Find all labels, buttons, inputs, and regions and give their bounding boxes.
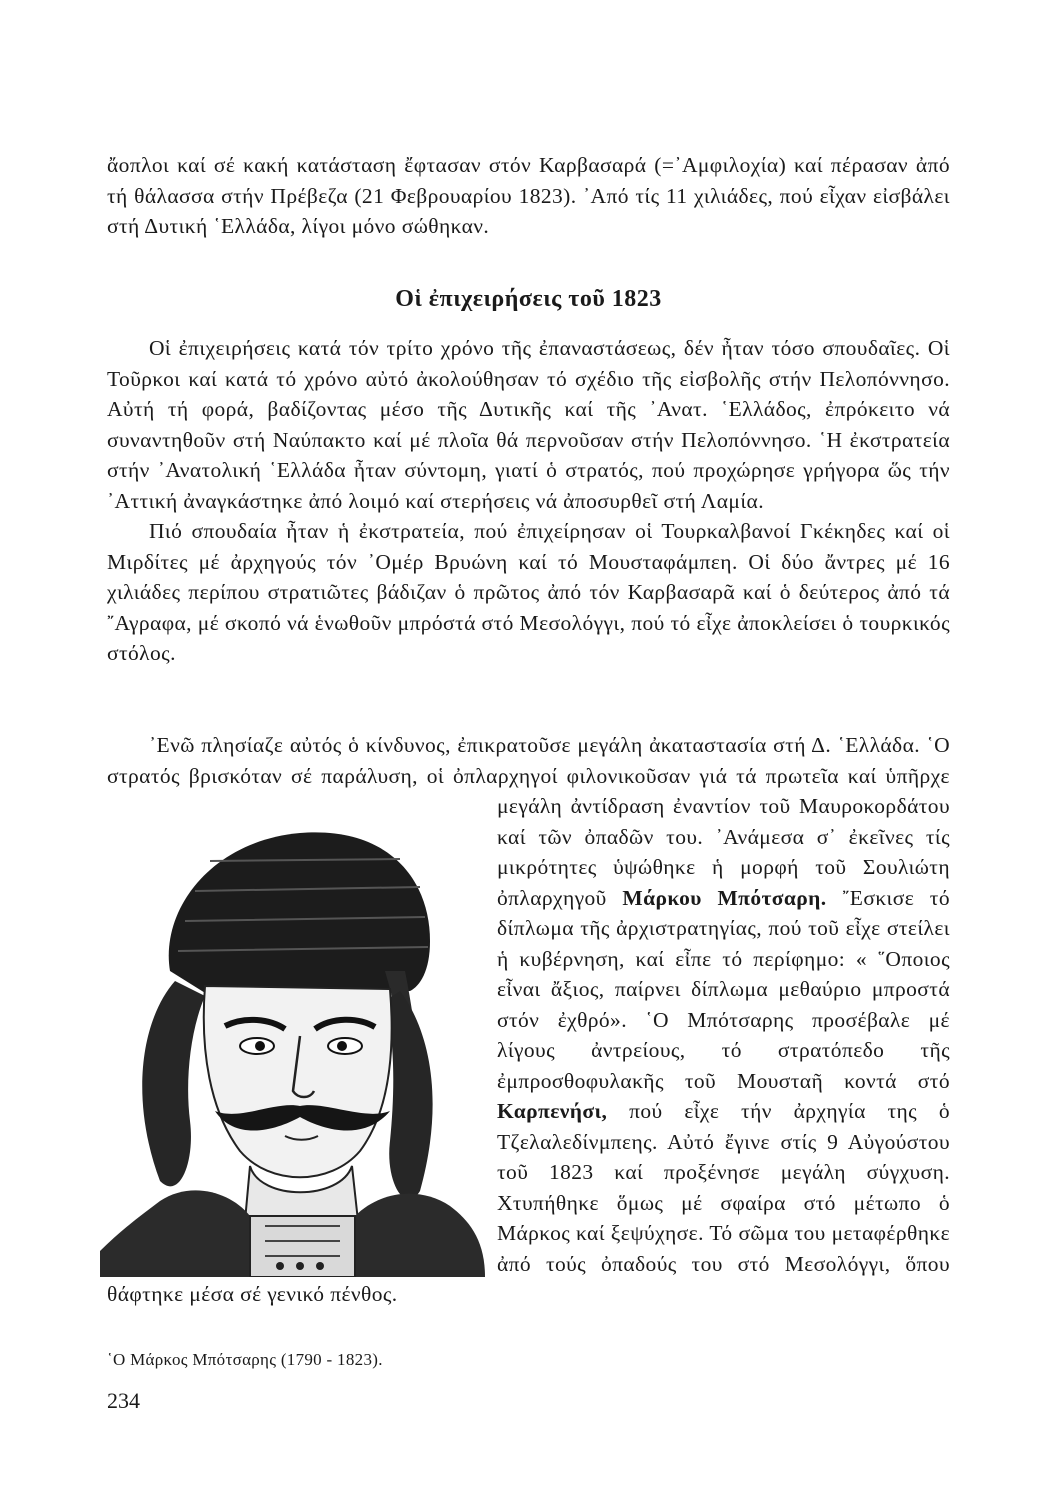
- intro-paragraph: ἄοπλοι καί σέ κακή κατάσταση ἔφτασαν στόν Καρβασαρά (=᾿Αμφιλοχία) καί πέρασαν ἀπό τή θάλασσα στήν Πρέβεζα (21 Φεβρουαρίου 1823). ᾿Από τίς 11 χιλιάδες, πού εἶχαν εἰσβάλει στή Δυτική ῾Ελλάδα, λίγοι μόνο σώθηκαν.: [107, 153, 950, 238]
- paragraph-2: Πιό σπουδαία ἦταν ἡ ἐκστρατεία, πού ἐπιχείρησαν οἱ Τουρκαλβανοί Γκέκηδες καί οἱ Μιρδίτες μέ ἀρχηγούς τόν ᾿Ομέρ Βρυώνη καί τό Μουσταφάμπεη. Οἱ δύο ἄντρες μέ 16 χιλιάδες περίπου στρατιῶτες βάδιζαν ὁ πρῶτος ἀπό τόν Καρβασαρᾶ καί ὁ δεύτερος ἀπό τά ῎Αγραφα, μέ σκοπό νά ἑνωθοῦν μπρόστά στό Μεσολόγγι, πού τό εἶχε ἀποκλείσει ὁ τουρκικός στόλος.: [107, 519, 950, 665]
- paragraph-3-end: πού εἶχε τήν ἀρχηγία της ὁ Τζελαλεδίνμπεης. Αὐτό ἔγινε στίς 9 Αὐγούστου τοῦ 1823 καί προξένησε μεγάλη σύγχυση. Χτυπήθηκε ὅμως μέ σφαίρα στό μέτωπο ὁ Μάρκος καί ξεψύχησε. Τό σῶμα του μεταφέρθηκε ἀπό τούς ὀπαδούς του στό Μεσολόγγι, ὅπου θάφτηκε μέσα σέ γενικό πένθος.: [107, 1099, 950, 1306]
- wrapped-text-block: [107, 730, 950, 1310]
- paragraph-3-middle: ῎Εσκισε τό δίπλωμα τῆς ἀρχιστρατηγίας, πού τοῦ εἶχε στείλει ἡ κυβέρνηση, καί εἶπε τό περίφημο: « ῞Οποιος εἶναι ἄξιος, παίρνει δίπλωμα μεθαύριο μπροστά στόν ἐχθρό». ῾Ο Μπότσαρης προσέβαλε μέ λίγους ἀντρείους, τό στρατόπεδο τῆς ἐμπροσθοφυλακῆς τοῦ Μουσταῆ κοντά στό: [497, 885, 950, 1093]
- bold-name-karpenisi: Καρπενήσι,: [497, 1099, 608, 1123]
- page-number: 234: [107, 1388, 140, 1413]
- portrait-caption: ῾Ο Μάρκος Μπότσαρης (1790 - 1823).: [107, 1350, 383, 1369]
- bold-name-botsaris: Μάρκου Μπότσαρη.: [622, 885, 827, 910]
- section-heading: Οἱ ἐπιχειρήσεις τοῦ 1823: [395, 286, 662, 312]
- paragraph-1: Οἱ ἐπιχειρήσεις κατά τόν τρίτο χρόνο τῆς ἐπαναστάσεως, δέν ἦταν τόσο σπουδαῖες. Οἱ Τοῦρκοι καί κατά τό χρόνο αὐτό ἀκολούθησαν τό σχέδιο τῆς εἰσβολῆς στήν Πελοπόννησο. Αὐτή τή φορά, βαδίζοντας μέσο τῆς Δυτικῆς καί τῆς ᾿Ανατ. ῾Ελλάδος, ἐπρόκειτο νά συναντηθοῦν στή Ναύπακτο καί μέ πλοῖα θά περνοῦσαν στήν Πελοπόννησο. ῾Η ἐκστρατεία στήν ᾿Ανατολική ῾Ελλάδα ἦταν σύντομη, γιατί ὁ στρατός, πού προχώρησε γρήγορα ὥς τήν ᾿Αττική ἀναγκάστηκε ἀπό λοιμό καί στερήσεις νά ἀποσυρθεῖ στή Λαμία.: [107, 336, 950, 513]
- paragraph-3-intro: ᾿Ενῶ πλησίαζε αὐτός ὁ κίνδυνος, ἐπικρατοῦσε μεγάλη ἀκαταστασία στή Δ. ῾Ελλάδα. ῾Ο στρατός βρισκόταν σέ παράλυση, οἱ ὀπλαρχηγοί φιλονικοῦσαν γιά τά πρωτεῖα καί ὑπῆρχε μεγάλη ἀντίδραση ἐναντίον τοῦ Μαυροκορδάτου καί τῶν ὀπαδῶν του. ᾿Ανάμεσα σ᾿ ἐκεῖνες τίς μικρότητες ὑψώθηκε ἡ μορφή τοῦ Σουλιώτη ὀπλαρχηγοῦ: [107, 733, 950, 910]
- main-text-block: [107, 333, 950, 669]
- intro-block: [107, 150, 950, 242]
- portrait-figure: [100, 821, 485, 1277]
- portrait-engraving: [100, 821, 485, 1277]
